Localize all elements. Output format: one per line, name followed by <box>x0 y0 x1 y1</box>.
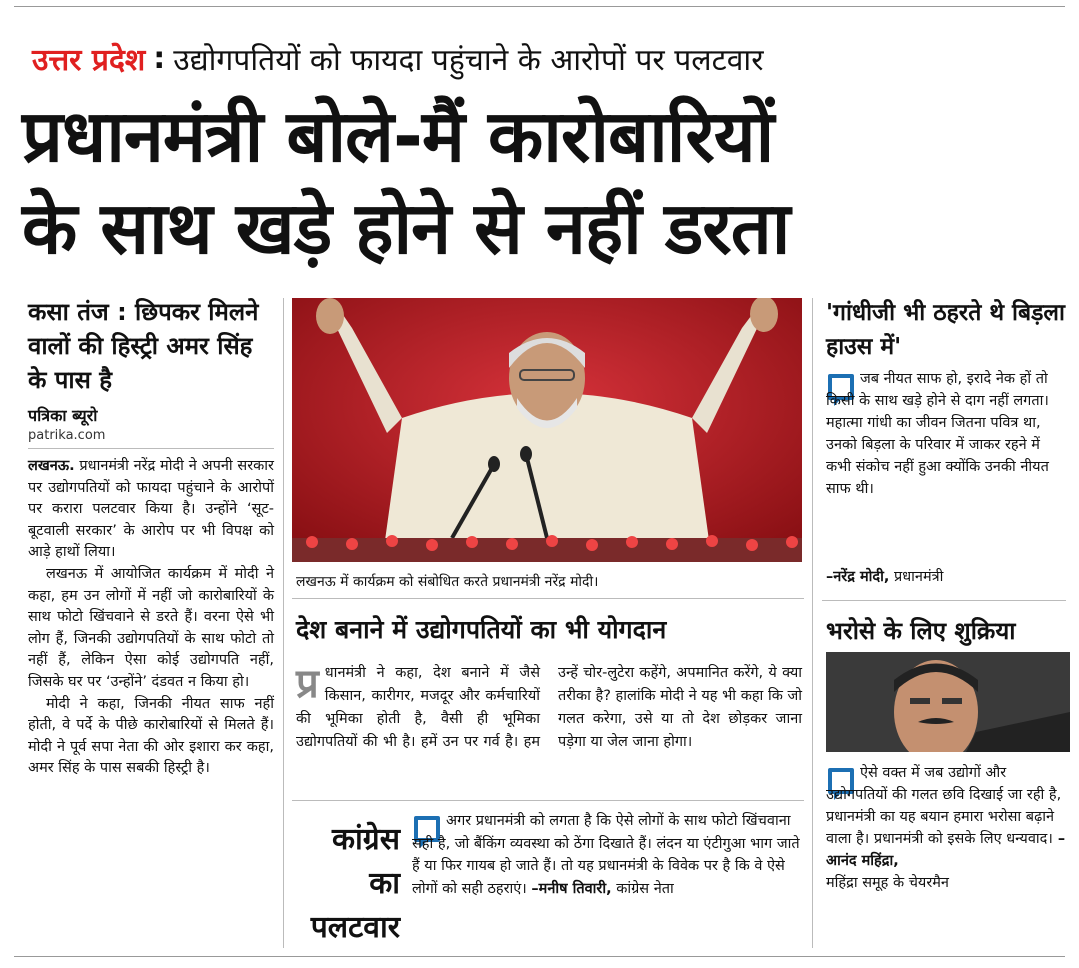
mahindra-illustration <box>826 652 1070 752</box>
congress-head-line-1: कांग्रेस <box>331 822 400 857</box>
drop-cap: प्र <box>296 661 319 707</box>
kicker-separator: : <box>153 40 166 76</box>
left-story-para-2: लखनऊ में आयोजित कार्यक्रम में मोदी ने कहा, हम उन लोगों में नहीं जो कारोबारियों के साथ फोटो खिंचवाने से डरते हैं। वरना ऐसे भी लोग हैं, जिनकी उद्योगपतियों के साथ फोटो तो नहीं हैं, लेकिन ऐसा कोई उद्योगपति नहीं, जिसके घर पर ‘उन्होंने’ दंडवत न किया हो। <box>28 565 274 690</box>
photo-caption: लखनऊ में कार्यक्रम को संबोधित करते प्रधानमंत्री नरेंद्र मोदी। <box>296 574 599 590</box>
left-story-head: कसा तंज : छिपकर मिलने वालों की हिस्ट्री अमर सिंह के पास है <box>28 298 259 394</box>
kicker-state: उत्तर प्रदेश <box>32 42 146 78</box>
thanks-sig-name: –आनंद महिंद्रा, <box>826 831 1066 869</box>
caption-rule <box>292 598 804 599</box>
kicker <box>32 30 763 86</box>
left-byline-rule <box>28 448 274 449</box>
column-rule-right <box>812 298 813 948</box>
headline-line-1: प्रधानमंत्री बोले-मैं कारोबारियों <box>22 94 774 178</box>
right-quote-head: 'गांधीजी भी ठहरते थे बिड़ला हाउस में' <box>826 300 1065 360</box>
thanks-text: ऐसे वक्त में जब उद्योगों और उद्योगपतियों की गलत छवि दिखाई जा रही है, प्रधानमंत्री का यह बयान हमारा भरोसा बढ़ाने वाला है। प्रधानमंत्री को इसके लिए धन्यवाद। <box>826 765 1062 847</box>
left-story-para-3: मोदी ने कहा, जिनकी नीयत साफ नहीं होती, वे पर्दे के पीछे कारोबारियों से मिलते हैं। मोदी ने पूर्व सपा नेता की ओर इशारा कर कहा, अमर सिंह के पास सबकी हिस्ट्री है। <box>28 695 274 777</box>
congress-head <box>296 818 400 950</box>
right-quote-text: जब नीयत साफ हो, इरादे नेक हों तो किसी के साथ खड़े होने से दाग नहीं लगता। महात्मा गांधी का जीवन जितना पवित्र था, उनको बिड़ला के परिवार में जाकर रहने में कभी संकोच नहीं हुआ क्योंकि उनकी नीयत साफ थी। <box>826 371 1049 497</box>
top-rule <box>14 6 1065 7</box>
dateline: लखनऊ. <box>28 458 75 474</box>
right-sig-name: –नरेंद्र मोदी, <box>826 569 890 585</box>
center-bottom-rule <box>292 800 804 801</box>
left-story-site: patrika.com <box>28 428 106 443</box>
headline-line-2: के साथ खड़े होने से नहीं डरता <box>22 186 790 270</box>
left-story-body <box>28 456 274 780</box>
kicker-subtitle: उद्योगपतियों को फायदा पहुंचाने के आरोपों पर पलटवार <box>173 42 764 78</box>
bottom-rule <box>14 956 1065 957</box>
congress-head-line-2: का <box>369 866 400 901</box>
congress-sig-name: –मनीष तिवारी, <box>531 880 612 897</box>
right-sig-role: प्रधानमंत्री <box>889 569 944 585</box>
column-rule-left <box>283 298 284 948</box>
right-mid-rule <box>822 600 1066 601</box>
thanks-body <box>826 762 1066 894</box>
center-story-body <box>296 662 802 754</box>
mahindra-photo <box>826 652 1070 752</box>
right-quote-body <box>826 368 1066 500</box>
center-story-text: धानमंत्री ने कहा, देश बनाने में जैसे किसान, कारीगर, मजदूर और कर्मचारियों की भूमिका होती है, वैसी ही भूमिका उद्योगपतियों की भी है। हमें उन पर गर्व है। हम उन्हें चोर-लुटेरा कहेंगे, अपमानित करेंगे, ये क्या तरीका है? हालांकि मोदी ने यह भी कहा कि जो गलत करेगा, उसे या तो देश छोड़कर जाना पड़ेगा या जेल जाना होगा। <box>296 665 802 750</box>
congress-head-line-3: पलटवार <box>310 910 400 945</box>
left-story-para-1-text: प्रधानमंत्री नरेंद्र मोदी ने अपनी सरकार पर उद्योगपतियों को फायदा पहुंचाने के आरोपों पर करारा पलटवार किया है। उन्होंने ‘सूट-बूटवाली सरकार’ के आरोप पर भी विपक्ष को आड़े हाथों लिया। <box>28 458 274 561</box>
left-story-byline: पत्रिका ब्यूरो <box>28 406 98 425</box>
congress-sig-role: कांग्रेस नेता <box>611 880 674 897</box>
page-headline <box>22 90 1052 274</box>
left-story-para-1 <box>28 456 274 564</box>
thanks-head: भरोसे के लिए शुक्रिया <box>826 617 1016 645</box>
congress-quote-text: अगर प्रधानमंत्री को लगता है कि ऐसे लोगों के साथ फोटो खिंचवाना सही है, जो बैंकिंग व्यवस्था को ठेंगा दिखाते हैं। लंदन या एंटीगुआ भाग जाते हैं या फिर गायब हो जाते हैं। तो यह प्रधानमंत्री के विवेक पर है कि वे ऐसे लोगों को सही ठहराएं। <box>412 813 800 897</box>
right-quote-signature <box>826 566 943 586</box>
center-story-head: देश बनाने में उद्योगपतियों का भी योगदान <box>296 615 667 644</box>
modi-speech-illustration <box>292 298 802 562</box>
thanks-sig-role: महिंद्रा समूह के चेयरमैन <box>826 875 949 891</box>
modi-speech-photo <box>292 298 802 562</box>
congress-quote <box>412 810 802 900</box>
